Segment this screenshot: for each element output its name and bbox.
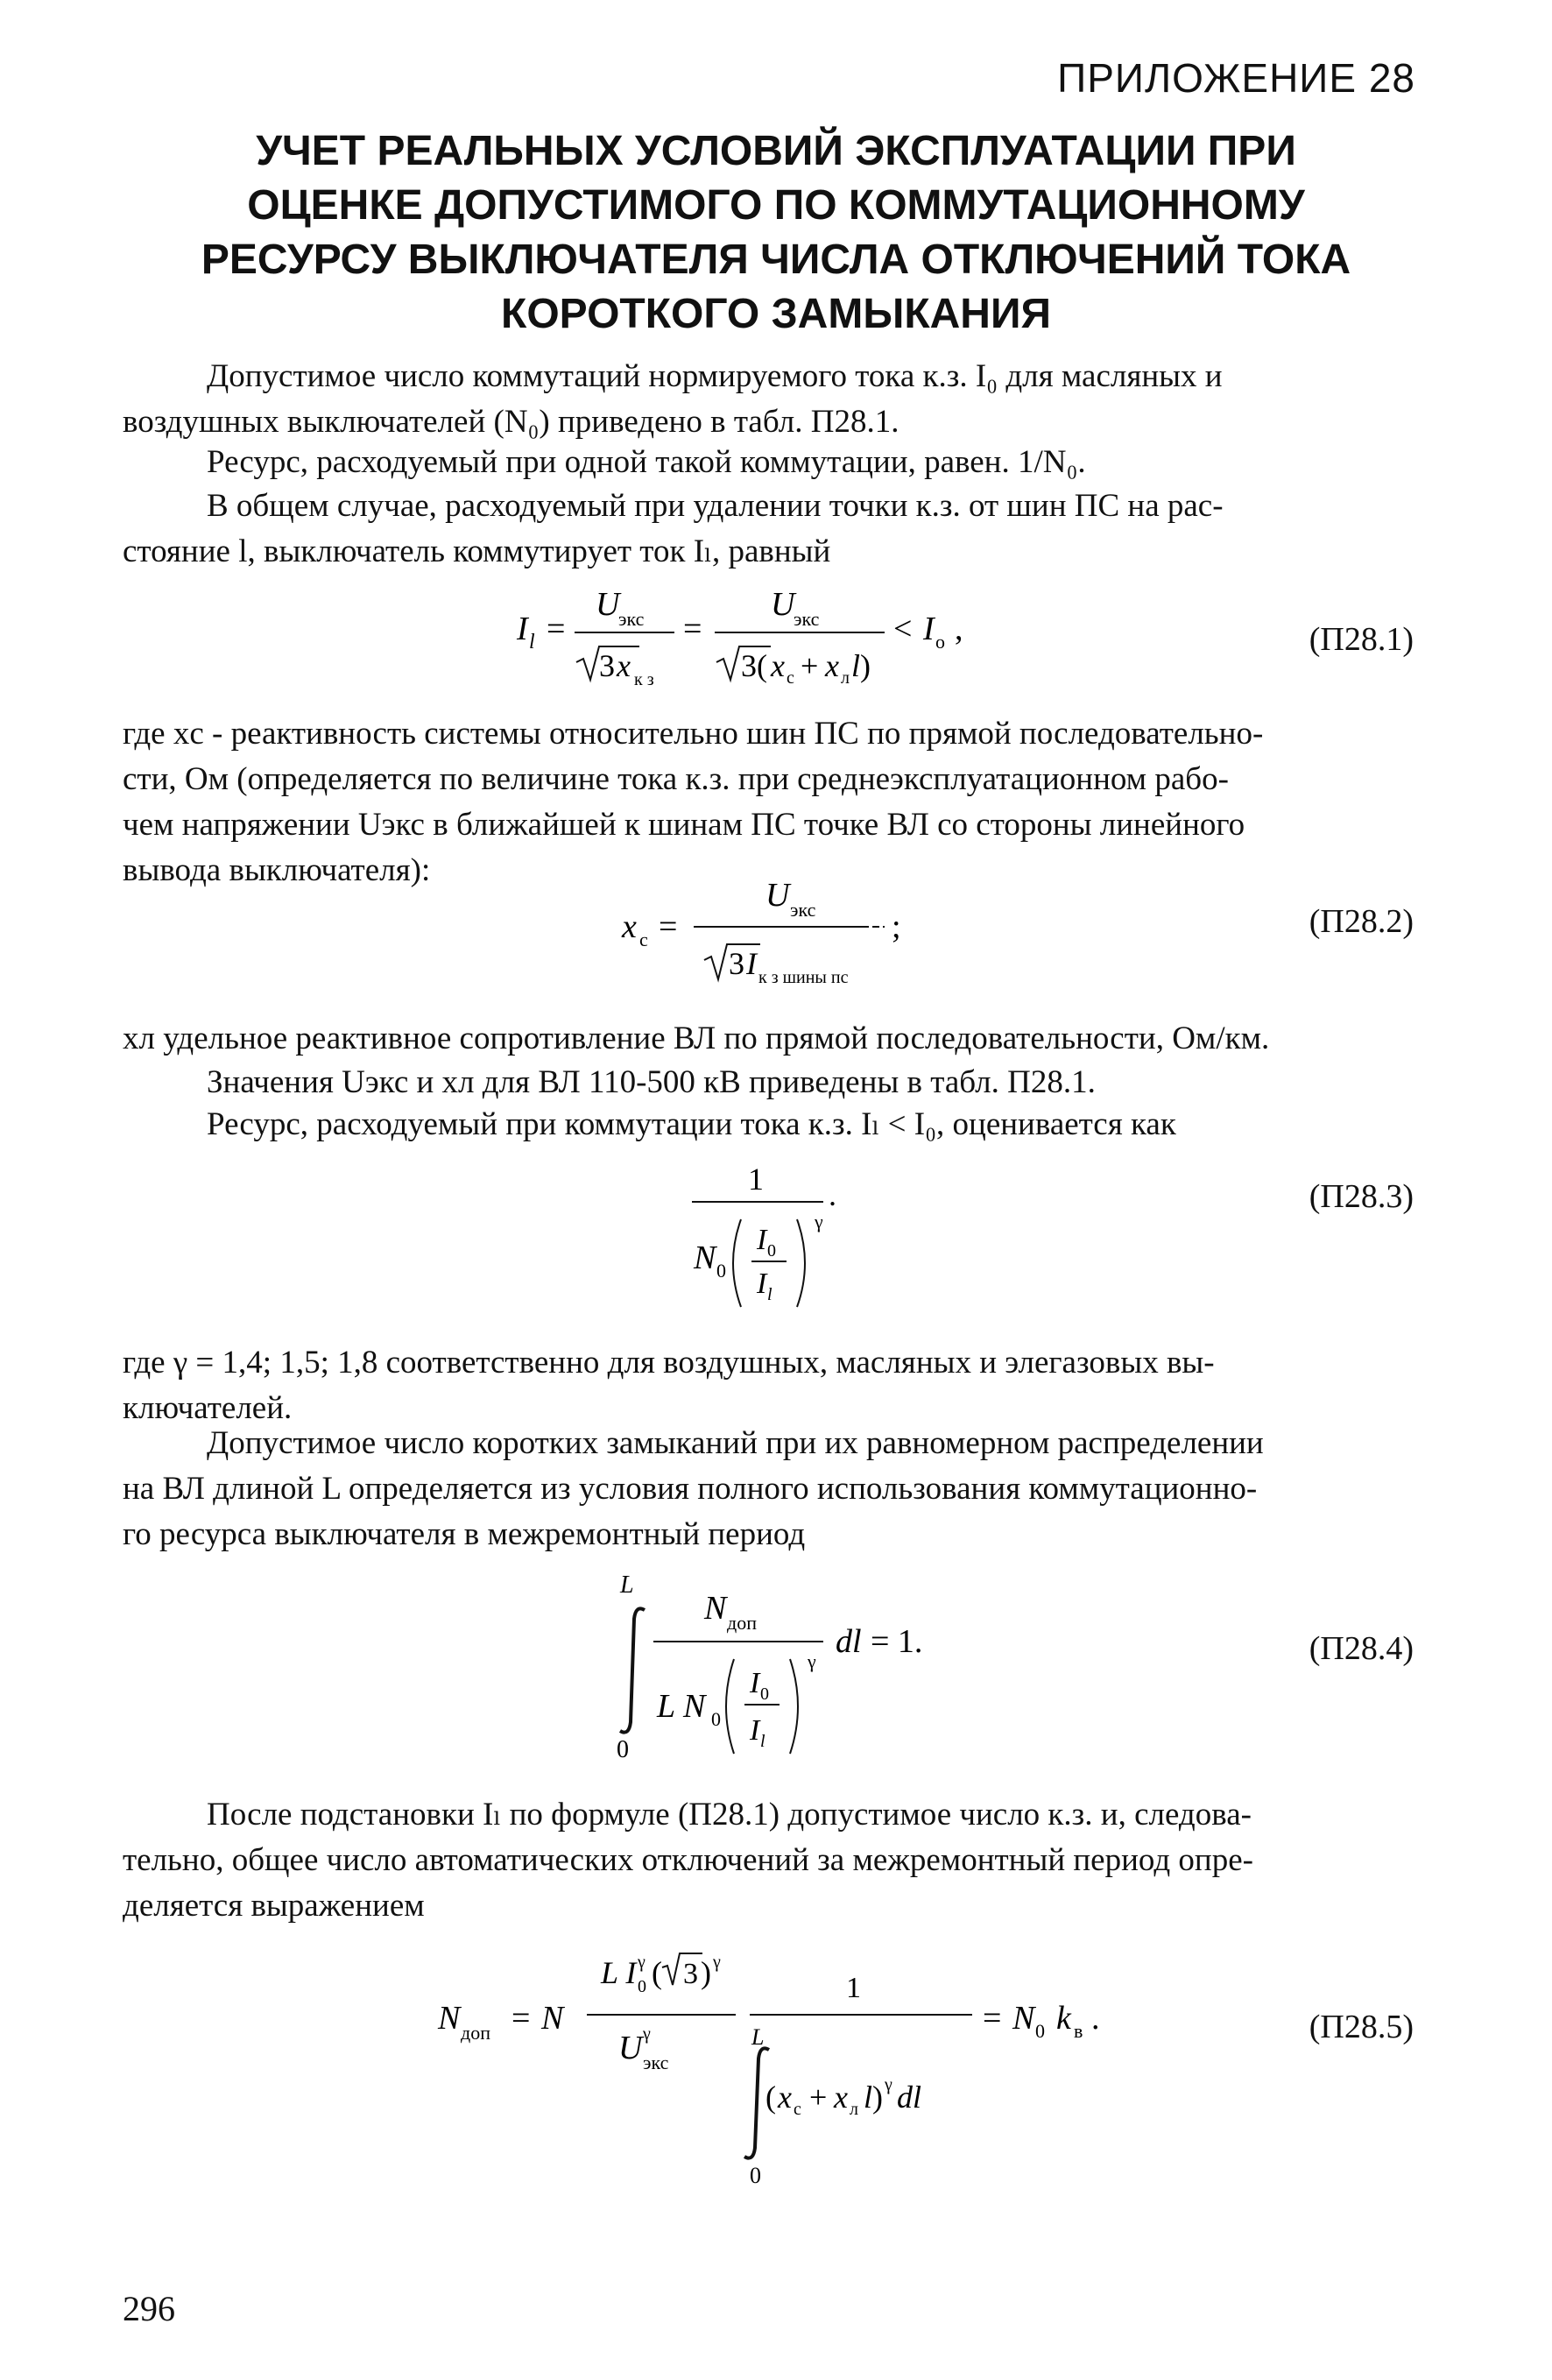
svg-text:I: I (757, 1268, 767, 1300)
svg-text:экс: экс (790, 899, 816, 921)
svg-text:): ) (860, 648, 871, 683)
paragraph-4-line-4: вывода выключателя): (123, 852, 431, 888)
formula-p28-2-graphic (613, 876, 911, 999)
formula-p28-4-number: (П28.4) (1309, 1630, 1414, 1667)
svg-text:1: 1 (748, 1162, 764, 1197)
svg-text:3: 3 (599, 648, 615, 683)
svg-text:L: L (620, 1571, 634, 1599)
svg-text:U: U (596, 586, 620, 623)
paragraph-9-line-1: Допустимое число коротких замыканий при их равномерном распределении (207, 1425, 1264, 1461)
paragraph-10-line-1: После подстановки Iₗ по формуле (П28.1) допустимое число к.з. и, следова- (207, 1797, 1252, 1833)
paragraph-7-line-1: Ресурс, расходуемый при коммутации тока к.з. Iₗ < I₀, оценивается как (207, 1106, 1176, 1142)
svg-text:): ) (872, 2080, 883, 2115)
svg-text:): ) (701, 1955, 711, 1990)
svg-text:=: = (659, 908, 678, 945)
title-line-3: РЕСУРСУ ВЫКЛЮЧАТЕЛЯ ЧИСЛА ОТКЛЮЧЕНИЙ ТОКА (201, 237, 1351, 283)
paragraph-6-line-1: Значения Uэкс и xл для ВЛ 110-500 кВ приведены в табл. П28.1. (207, 1064, 1096, 1100)
svg-text:dl: dl (836, 1623, 862, 1660)
svg-text:γ: γ (638, 1953, 645, 1972)
svg-text:3: 3 (683, 1958, 698, 1990)
svg-text:0: 0 (711, 1708, 721, 1730)
svg-text:л: л (850, 2100, 858, 2119)
svg-text:I: I (757, 1224, 767, 1256)
svg-text:0: 0 (638, 1977, 646, 1996)
svg-text:x: x (622, 908, 637, 945)
svg-text:+: + (809, 2080, 828, 2115)
paragraph-1-line-1: Допустимое число коммутаций нормируемого тока к.з. I₀ для масляных и (207, 358, 1223, 394)
svg-text:0: 0 (767, 1241, 776, 1261)
svg-text:U: U (618, 2030, 643, 2066)
svg-text:γ: γ (885, 2075, 892, 2094)
svg-text:л: л (841, 668, 850, 688)
formula-p28-2 (613, 876, 911, 1007)
svg-text:=: = (983, 2000, 1002, 2037)
svg-text:о: о (935, 631, 945, 653)
svg-text:к з: к з (634, 670, 654, 689)
svg-text:γ: γ (713, 1953, 721, 1972)
svg-text:= 1.: = 1. (871, 1623, 923, 1660)
paragraph-4-line-2: сти, Ом (определяется по величине тока к.з. при среднеэксплуатационном рабо- (123, 761, 1229, 797)
paragraph-3-line-1: В общем случае, расходуемый при удалении точки к.з. от шин ПС на рас- (207, 488, 1224, 524)
paragraph-8 (123, 1340, 1419, 1431)
formula-p28-3 (674, 1155, 867, 1330)
svg-text:l: l (851, 648, 861, 683)
paragraph-8-line-2: ключателей. (123, 1390, 293, 1426)
svg-text:доп: доп (461, 2022, 490, 2044)
formula-p28-5 (429, 1941, 1147, 2195)
formula-p28-4-graphic (604, 1568, 972, 1769)
svg-text:dl: dl (897, 2080, 922, 2115)
svg-text:.: . (1091, 2000, 1100, 2037)
svg-text:U: U (765, 877, 790, 914)
paragraph-3-line-2: стояние l, выключатель коммутирует ток Iₗ, равный (123, 533, 831, 569)
title-line-4: КОРОТКОГО ЗАМЫКАНИЯ (501, 291, 1051, 337)
svg-text:l: l (529, 631, 535, 653)
svg-text:γ: γ (643, 2024, 651, 2044)
svg-text:L I: L I (601, 1955, 637, 1990)
formula-p28-2-number: (П28.2) (1309, 903, 1414, 940)
paragraph-5 (123, 1016, 1419, 1062)
svg-text:l: l (767, 1285, 772, 1304)
paragraph-10-line-2: тельно, общее число автоматических отключений за межремонтный период опре- (123, 1842, 1253, 1878)
svg-text:(: ( (652, 1955, 662, 1990)
paragraph-4 (123, 711, 1419, 893)
svg-text:0: 0 (716, 1260, 726, 1282)
svg-text:0: 0 (617, 1736, 629, 1763)
svg-text:3: 3 (729, 946, 744, 981)
svg-text:x: x (771, 648, 785, 683)
formula-p28-3-number: (П28.3) (1309, 1178, 1414, 1215)
svg-text:0: 0 (1035, 2020, 1045, 2042)
paragraph-10 (123, 1792, 1419, 1929)
paragraph-4-line-3: чем напряжении Uэкс в ближайшей к шинам ПС точке ВЛ со стороны линейного (123, 807, 1245, 843)
svg-text:.: . (829, 1177, 836, 1212)
svg-text:l: l (864, 2080, 873, 2115)
svg-text:3(: 3( (741, 648, 767, 683)
paragraph-2 (123, 440, 1419, 485)
svg-text:<: < (893, 611, 913, 647)
svg-text:=: = (511, 2000, 531, 2037)
paragraph-8-line-1: где γ = 1,4; 1,5; 1,8 соответственно для воздушных, масляных и элегазовых вы- (123, 1345, 1215, 1381)
svg-text:доп: доп (727, 1612, 757, 1634)
paragraph-7 (123, 1102, 1419, 1148)
paragraph-9 (123, 1421, 1419, 1557)
svg-text:1: 1 (846, 1972, 861, 2004)
svg-text:0: 0 (750, 2163, 761, 2186)
svg-text:+: + (801, 648, 819, 683)
svg-text:с: с (787, 668, 794, 688)
paragraph-9-line-2: на ВЛ длиной L определяется из условия полного использования коммутационно- (123, 1471, 1258, 1507)
svg-text:L N: L N (657, 1688, 706, 1725)
paragraph-1-line-2: воздушных выключателей (N₀) приведено в табл. П28.1. (123, 404, 899, 440)
appendix-label: ПРИЛОЖЕНИЕ 28 (1057, 55, 1415, 101)
svg-text:с: с (639, 929, 648, 950)
formula-p28-1 (508, 585, 998, 699)
svg-text:U: U (771, 586, 795, 623)
svg-text:I: I (750, 1714, 760, 1747)
svg-text:0: 0 (760, 1684, 769, 1704)
paragraph-4-line-1: где xс - реактивность системы относительно шин ПС по прямой последовательно- (123, 716, 1264, 752)
svg-text:γ: γ (815, 1211, 823, 1232)
paragraph-10-line-3: деляется выражением (123, 1888, 425, 1924)
svg-text:=: = (683, 611, 702, 647)
title-line-1: УЧЕТ РЕАЛЬНЫХ УСЛОВИЙ ЭКСПЛУАТАЦИИ ПРИ (256, 128, 1296, 174)
page-number: 296 (123, 2289, 175, 2328)
svg-text:N: N (704, 1590, 727, 1627)
formula-p28-1-number: (П28.1) (1309, 621, 1414, 658)
formula-p28-5-number: (П28.5) (1309, 2009, 1414, 2045)
paragraph-1 (123, 354, 1419, 445)
svg-text:экс: экс (643, 2052, 669, 2073)
svg-text:x: x (617, 648, 631, 683)
svg-text:N: N (1012, 2000, 1035, 2037)
paragraph-2-line-1: Ресурс, расходуемый при одной такой коммутации, равен. 1/N₀. (207, 444, 1086, 480)
svg-text:I: I (746, 946, 757, 981)
svg-text:l: l (760, 1732, 765, 1751)
svg-text:x: x (834, 2080, 848, 2115)
formula-p28-3-graphic (674, 1155, 867, 1321)
svg-text:экс: экс (794, 608, 820, 630)
formula-p28-5-graphic (429, 1941, 1147, 2186)
svg-text:N: N (541, 2000, 564, 2037)
svg-text:(: ( (765, 2080, 776, 2115)
svg-text:к з шины пс: к з шины пс (758, 968, 849, 987)
svg-text:L: L (751, 2024, 765, 2050)
formula-p28-1-graphic (508, 585, 998, 690)
paragraph-6 (123, 1060, 1419, 1105)
svg-text:N: N (438, 2000, 461, 2037)
svg-text:экс: экс (618, 608, 645, 630)
svg-text:k: k (1056, 2000, 1071, 2037)
svg-text:;: ; (892, 908, 901, 945)
svg-text:γ: γ (808, 1650, 816, 1672)
paragraph-3 (123, 484, 1419, 575)
formula-p28-4 (604, 1568, 972, 1778)
page-title (114, 124, 1438, 342)
svg-text:в: в (1074, 2020, 1083, 2042)
paragraph-5-line-1: xл удельное реактивное сопротивление ВЛ по прямой последовательности, Ом/км. (123, 1021, 1270, 1056)
paragraph-9-line-3: го ресурса выключателя в межремонтный период (123, 1516, 806, 1552)
svg-text:x: x (778, 2080, 792, 2115)
svg-text:,: , (955, 611, 963, 647)
svg-text:I: I (750, 1667, 760, 1699)
svg-text:N: N (694, 1239, 716, 1276)
title-line-2: ОЦЕНКЕ ДОПУСТИМОГО ПО КОММУТАЦИОННОМУ (247, 182, 1305, 229)
svg-text:I: I (923, 611, 935, 647)
svg-text:x: x (825, 648, 839, 683)
svg-text:I: I (517, 611, 528, 647)
svg-text:с: с (794, 2100, 801, 2119)
svg-text:=: = (547, 611, 566, 647)
